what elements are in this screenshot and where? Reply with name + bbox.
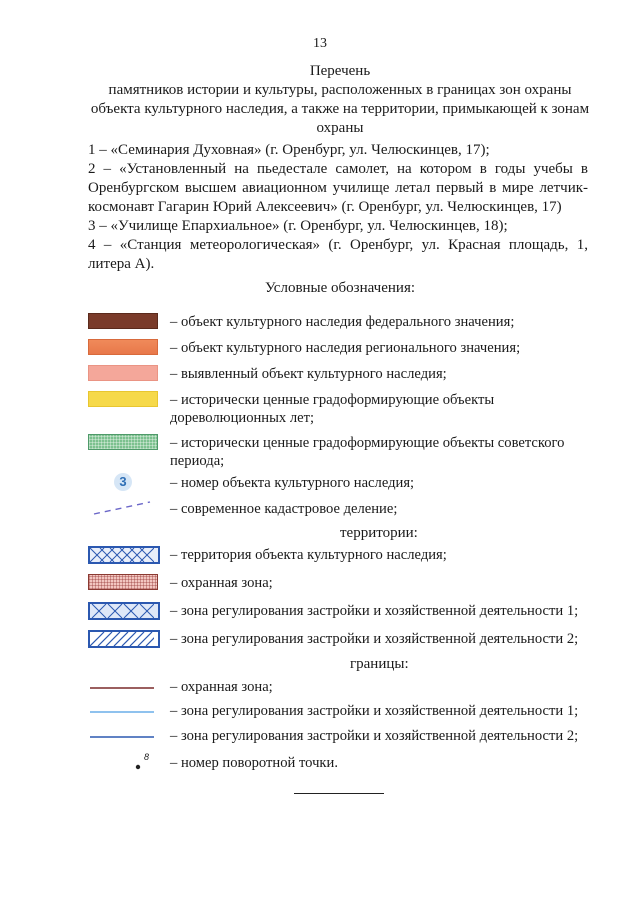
title-heading: Перечень (309, 63, 371, 79)
legend-label: – охранная зона; (170, 575, 273, 591)
list-item: 1 – «Семинария Духовная» (г. Оренбург, ул. Челюскинцев, 17); (88, 142, 490, 158)
protection-line-icon (88, 678, 156, 696)
legend-label: – номер поворотной точки. (170, 755, 338, 771)
page-number: 13 (313, 36, 327, 51)
legend-item-zone1 (88, 602, 598, 624)
regional-swatch (88, 339, 158, 355)
legend-label: – номер объекта культурного наследия; (170, 475, 415, 491)
legend-label: – территория объекта культурного наследия; (170, 547, 447, 563)
hatch-icon (90, 632, 154, 646)
zone1-line-icon (88, 702, 156, 720)
legend-item-protection-zone (88, 574, 598, 596)
legend-label: – зона регулирования застройки и хозяйственной деятельности 1; (170, 703, 579, 719)
legend-item-number (88, 473, 598, 495)
legend-label: – исторически ценные градоформирующие объекты дореволюционных лет; (170, 392, 495, 426)
list-item: 2 – «Установленный на пьедестале самолет, на котором в годы учебы в Оренбургском высшем авиационном училище летал первый в мире летчик-космонавт Гагарин Юрий Алексеевич» (г. Оренбург, ул. Челюскинцев, 17) (88, 161, 588, 215)
cadastral-line-icon (88, 498, 156, 518)
legend-label: – зона регулирования застройки и хозяйственной деятельности 1; (170, 603, 579, 619)
zone1-swatch (88, 602, 160, 620)
turning-point-number: 8 (144, 752, 150, 762)
crosshatch-icon (90, 604, 154, 618)
legend-item-federal (88, 313, 598, 335)
legend-item-boundary-protection (88, 678, 598, 700)
legend-item-cadastral (88, 498, 598, 520)
legend-item-soviet (88, 434, 598, 474)
soviet-swatch (88, 434, 158, 450)
zone2-swatch (88, 630, 160, 648)
zone2-line-icon (88, 727, 156, 745)
legend-item-turning-point (88, 752, 598, 774)
monument-list (88, 141, 588, 274)
legend-label: – современное кадастровое деление; (170, 501, 398, 517)
list-item: 4 – «Станция метеорологическая» (г. Оренбург, ул. Красная площадь, 1, литера А). (88, 237, 588, 272)
legend-item-prerevolutionary (88, 391, 598, 431)
bottom-divider (294, 793, 384, 794)
crosshatch-icon (90, 548, 154, 562)
title-subtitle: памятников истории и культуры, расположенных в границах зон охраны объекта культурного наследия, а также на территории, примыкающей к зонам охраны (90, 82, 590, 136)
object-number-symbol: 3 (114, 473, 132, 491)
legend-label: – зона регулирования застройки и хозяйственной деятельности 2; (170, 631, 579, 647)
legend-item-territory (88, 546, 598, 568)
legend-label: – зона регулирования застройки и хозяйственной деятельности 2; (170, 728, 579, 744)
legend-item-boundary-zone1 (88, 702, 598, 724)
territories-heading: территории: (340, 525, 418, 541)
prerevolutionary-swatch (88, 391, 158, 407)
legend-item-boundary-zone2 (88, 727, 598, 749)
legend-item-regional (88, 339, 598, 361)
list-item: 3 – «Училище Епархиальное» (г. Оренбург, ул. Челюскинцев, 18); (88, 218, 508, 234)
legend-label: – охранная зона; (170, 679, 273, 695)
boundaries-heading: границы: (350, 656, 409, 672)
legend-label: – выявленный объект культурного наследия; (170, 366, 447, 382)
territory-swatch (88, 546, 160, 564)
document-title (90, 62, 590, 138)
legend-item-identified (88, 365, 598, 387)
legend-label: – исторически ценные градоформирующие объекты советского периода; (170, 435, 565, 469)
federal-swatch (88, 313, 158, 329)
legend-label: – объект культурного наследия федерального значения; (170, 314, 515, 330)
legend-title: Условные обозначения: (264, 280, 416, 296)
legend-label: – объект культурного наследия регионального значения; (170, 340, 521, 356)
legend-item-zone2 (88, 630, 598, 652)
protection-zone-swatch (88, 574, 158, 590)
identified-swatch (88, 365, 158, 381)
